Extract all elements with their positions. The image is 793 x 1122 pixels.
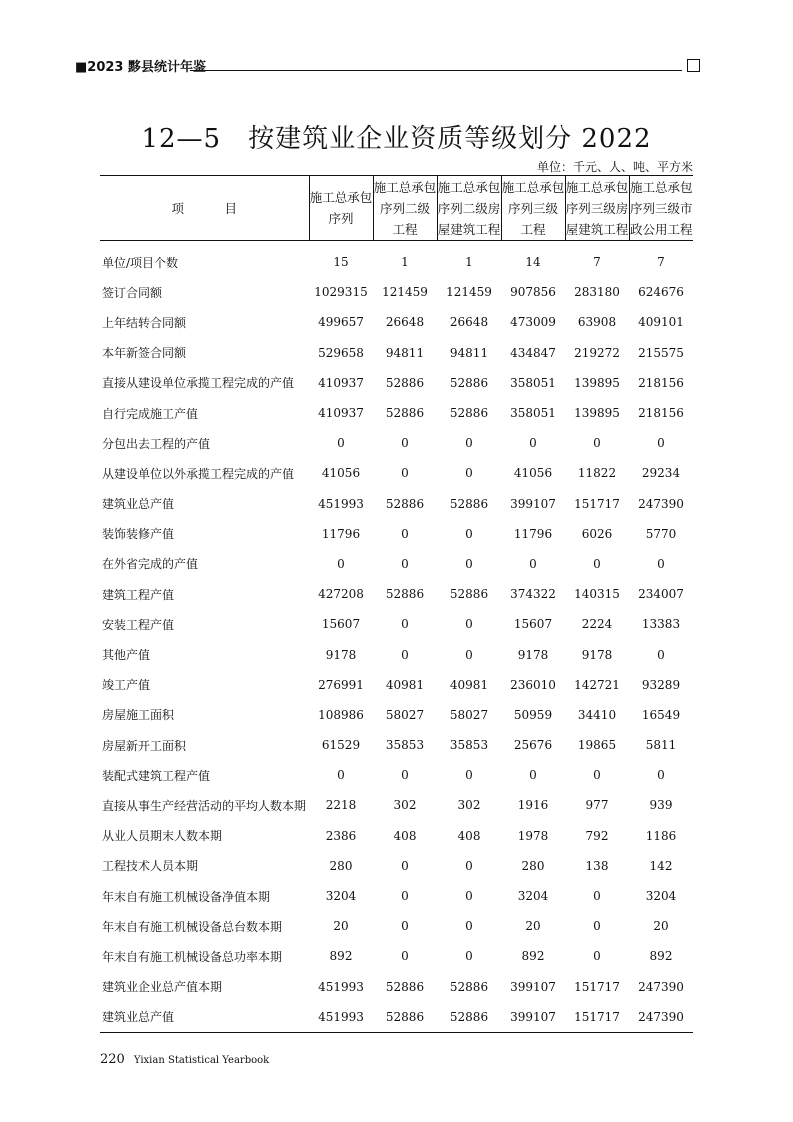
table-cell: 499657 <box>318 315 364 330</box>
row-label: 年末自有施工机械设备总台数本期 <box>102 919 283 934</box>
table-cell: 0 <box>529 768 537 783</box>
table-cell: 218156 <box>638 406 684 421</box>
row-label: 装配式建筑工程产值 <box>102 768 211 783</box>
table-row <box>100 851 693 881</box>
table-cell: 19865 <box>577 738 617 753</box>
table-row <box>100 519 693 549</box>
table-cell: 0 <box>337 556 345 571</box>
table-cell: 529658 <box>318 345 364 360</box>
row-label: 本年新签合同额 <box>102 346 187 361</box>
table-row <box>100 368 693 398</box>
row-label: 从业人员期末人数本期 <box>102 829 223 844</box>
row-label: 年末自有施工机械设备净值本期 <box>102 889 271 904</box>
row-label: 直接从建设单位承揽工程完成的产值 <box>102 376 295 391</box>
table-cell: 408 <box>393 828 417 843</box>
table-cell: 399107 <box>510 496 556 511</box>
table-cell: 139895 <box>574 406 620 421</box>
column-header <box>437 176 501 241</box>
table-cell: 0 <box>593 889 601 904</box>
column-header <box>373 176 437 241</box>
column-header-line: 施工总承包 <box>501 179 565 195</box>
table-cell: 0 <box>337 768 345 783</box>
table-cell: 1 <box>465 255 473 270</box>
table-cell: 25676 <box>513 738 553 753</box>
table-cell: 0 <box>529 436 537 451</box>
row-label: 房屋施工面积 <box>102 708 175 723</box>
table-cell: 0 <box>465 556 473 571</box>
table-cell: 108986 <box>318 707 364 722</box>
table-cell: 0 <box>465 617 473 632</box>
column-header-line: 政公用工程 <box>629 221 693 237</box>
table-cell: 892 <box>521 949 545 964</box>
table-cell: 234007 <box>638 587 684 602</box>
table-cell: 13383 <box>641 617 681 632</box>
table-row <box>100 941 693 971</box>
table-cell: 399107 <box>510 979 556 994</box>
row-label: 安装工程产值 <box>102 617 175 632</box>
table-cell: 1029315 <box>314 285 368 300</box>
table-cell: 0 <box>337 436 345 451</box>
column-header-line: 施工总承包 <box>565 179 629 195</box>
table-cell: 247390 <box>638 979 684 994</box>
table-cell: 939 <box>649 798 673 813</box>
table-cell: 247390 <box>638 1009 684 1024</box>
table-cell: 52886 <box>449 1009 489 1024</box>
table-row <box>100 428 693 458</box>
row-label: 竣工产值 <box>102 678 151 693</box>
table-row <box>100 338 693 368</box>
table-cell: 11822 <box>577 466 617 481</box>
table-cell: 9178 <box>325 647 357 662</box>
table-cell: 1186 <box>645 828 677 843</box>
table-cell: 2224 <box>581 617 613 632</box>
table-cell: 94811 <box>385 345 425 360</box>
row-label: 其他产值 <box>102 648 151 663</box>
table-cell: 3204 <box>517 889 549 904</box>
table-cell: 219272 <box>574 345 620 360</box>
table-cell: 52886 <box>449 375 489 390</box>
column-header-line: 施工总承包 <box>629 179 693 195</box>
table-cell: 52886 <box>385 979 425 994</box>
column-header-line: 序列三级 <box>507 200 558 216</box>
table-cell: 9178 <box>517 647 549 662</box>
table-cell: 0 <box>401 466 409 481</box>
page-number: 220 <box>100 1052 125 1067</box>
table-cell: 61529 <box>321 738 361 753</box>
table-cell: 0 <box>465 436 473 451</box>
table-cell: 358051 <box>510 406 556 421</box>
table-cell: 0 <box>465 858 473 873</box>
table-row <box>100 972 693 1002</box>
table-cell: 35853 <box>449 738 489 753</box>
table-cell: 93289 <box>641 677 681 692</box>
table-cell: 0 <box>401 889 409 904</box>
table-cell: 451993 <box>318 979 364 994</box>
table-cell: 218156 <box>638 375 684 390</box>
table-cell: 52886 <box>449 496 489 511</box>
column-header <box>629 176 693 241</box>
table-cell: 1978 <box>517 828 549 843</box>
table-cell: 1916 <box>517 798 549 813</box>
table-cell: 0 <box>401 647 409 662</box>
table-cell: 6026 <box>581 526 613 541</box>
table-cell: 434847 <box>510 345 556 360</box>
column-header-line: 施工总承包 <box>373 179 437 195</box>
table-cell: 0 <box>401 858 409 873</box>
table-cell: 427208 <box>318 587 364 602</box>
table-cell: 276991 <box>318 677 364 692</box>
table-cell: 0 <box>593 919 601 934</box>
data-table <box>100 175 693 1033</box>
header-box-icon <box>687 59 700 72</box>
table-cell: 52886 <box>449 587 489 602</box>
row-label: 工程技术人员本期 <box>102 859 199 874</box>
row-label: 建筑业总产值 <box>102 1010 175 1025</box>
table-cell: 138 <box>585 858 609 873</box>
table-cell: 0 <box>593 768 601 783</box>
table-row <box>100 760 693 790</box>
table-cell: 0 <box>465 919 473 934</box>
table-cell: 892 <box>329 949 353 964</box>
table-cell: 0 <box>401 556 409 571</box>
table-cell: 7 <box>593 255 601 270</box>
table-row <box>100 821 693 851</box>
table-row <box>100 307 693 337</box>
table-cell: 1 <box>401 255 409 270</box>
table-cell: 0 <box>593 556 601 571</box>
table-cell: 58027 <box>385 707 425 722</box>
page-title: 12—5 按建筑业企业资质等级划分 2022 <box>141 124 652 154</box>
table-cell: 0 <box>401 436 409 451</box>
row-label: 建筑业企业总产值本期 <box>102 980 223 995</box>
table-cell: 16549 <box>641 707 681 722</box>
table-cell: 52886 <box>385 587 425 602</box>
table-cell: 792 <box>585 828 609 843</box>
table-row <box>100 790 693 820</box>
table-cell: 410937 <box>318 406 364 421</box>
table-cell: 0 <box>657 556 665 571</box>
table-cell: 15607 <box>513 617 553 632</box>
table-cell: 142 <box>649 858 673 873</box>
column-header <box>501 176 565 241</box>
table-cell: 5770 <box>645 526 677 541</box>
table-cell: 40981 <box>385 677 425 692</box>
table-cell: 302 <box>393 798 417 813</box>
table-cell: 151717 <box>574 496 620 511</box>
table-row <box>100 609 693 639</box>
column-header-line: 施工总承包 <box>309 190 373 205</box>
table-cell: 52886 <box>385 1009 425 1024</box>
table-cell: 907856 <box>510 285 556 300</box>
table-row <box>100 1002 693 1033</box>
column-header-line: 序列三级市 <box>629 200 693 216</box>
table-cell: 52886 <box>449 406 489 421</box>
row-label: 建筑工程产值 <box>102 587 175 602</box>
running-header <box>62 56 700 76</box>
row-label: 房屋新开工面积 <box>102 738 187 753</box>
table-cell: 35853 <box>385 738 425 753</box>
table-cell: 0 <box>465 949 473 964</box>
table-cell: 0 <box>657 436 665 451</box>
table-cell: 0 <box>465 526 473 541</box>
column-header-line: 序列二级房 <box>437 200 501 216</box>
column-header-line: 施工总承包 <box>437 179 501 195</box>
table-cell: 283180 <box>574 285 620 300</box>
row-label: 单位/项目个数 <box>102 255 179 270</box>
table-cell: 52886 <box>385 375 425 390</box>
table-cell: 20 <box>525 919 541 934</box>
table-cell: 52886 <box>385 406 425 421</box>
table-cell: 0 <box>401 949 409 964</box>
table-cell: 0 <box>593 436 601 451</box>
table-cell: 20 <box>333 919 349 934</box>
table-cell: 0 <box>465 466 473 481</box>
table-cell: 14 <box>525 255 541 270</box>
table-cell: 977 <box>585 798 609 813</box>
table-row <box>100 398 693 428</box>
table-cell: 29234 <box>641 466 681 481</box>
footer-text: Yixian Statistical Yearbook <box>133 1055 270 1066</box>
table-cell: 20 <box>653 919 669 934</box>
table-row <box>100 549 693 579</box>
table-cell: 0 <box>465 889 473 904</box>
column-header <box>309 176 373 241</box>
table-cell: 236010 <box>510 677 556 692</box>
row-label: 签订合同额 <box>102 285 163 300</box>
table-cell: 58027 <box>449 707 489 722</box>
table-cell: 280 <box>521 858 545 873</box>
column-header-line: 工程 <box>520 221 546 237</box>
table-cell: 280 <box>329 858 353 873</box>
table-cell: 0 <box>401 617 409 632</box>
row-label: 直接从事生产经营活动的平均人数本期 <box>102 798 307 813</box>
table-cell: 26648 <box>385 315 425 330</box>
table-row <box>100 911 693 941</box>
table-cell: 94811 <box>449 345 489 360</box>
table-cell: 0 <box>401 919 409 934</box>
row-label: 从建设单位以外承揽工程完成的产值 <box>102 466 295 481</box>
column-header-line: 序列 <box>328 211 354 226</box>
item-column-header: 项 目 <box>100 176 309 241</box>
table-cell: 121459 <box>446 285 492 300</box>
table-cell: 0 <box>657 768 665 783</box>
table-cell: 15 <box>333 255 349 270</box>
table-cell: 0 <box>401 526 409 541</box>
table-cell: 40981 <box>449 677 489 692</box>
table-cell: 41056 <box>321 466 361 481</box>
table-cell: 624676 <box>638 285 684 300</box>
table-row <box>100 639 693 669</box>
table-row <box>100 700 693 730</box>
table-cell: 26648 <box>449 315 489 330</box>
table-cell: 140315 <box>574 587 620 602</box>
table-cell: 2218 <box>325 798 357 813</box>
table-cell: 139895 <box>574 375 620 390</box>
unit-note: 单位：千元、人、吨、平方米 <box>536 160 693 174</box>
table-row <box>100 489 693 519</box>
table-cell: 399107 <box>510 1009 556 1024</box>
table-cell: 11796 <box>513 526 553 541</box>
table-cell: 0 <box>465 768 473 783</box>
column-header <box>565 176 629 241</box>
row-label: 自行完成施工产值 <box>102 406 199 421</box>
table-cell: 41056 <box>513 466 553 481</box>
table-cell: 121459 <box>382 285 428 300</box>
header-row <box>100 176 693 241</box>
table-cell: 50959 <box>513 707 553 722</box>
table-cell: 0 <box>593 949 601 964</box>
table-cell: 63908 <box>577 315 617 330</box>
column-header-line: 序列三级房 <box>565 200 629 216</box>
column-header-line: 工程 <box>392 221 418 237</box>
table-cell: 9178 <box>581 647 613 662</box>
table-cell: 52886 <box>449 979 489 994</box>
table-row <box>100 458 693 488</box>
row-label: 分包出去工程的产值 <box>102 436 211 451</box>
table-cell: 215575 <box>638 345 684 360</box>
table-cell: 52886 <box>385 496 425 511</box>
row-label: 年末自有施工机械设备总功率本期 <box>102 949 283 964</box>
table-body <box>100 241 693 1033</box>
table-cell: 7 <box>657 255 665 270</box>
table-cell: 0 <box>401 768 409 783</box>
table-cell: 358051 <box>510 375 556 390</box>
table-cell: 302 <box>457 798 481 813</box>
table-cell: 0 <box>657 647 665 662</box>
table-row <box>100 277 693 307</box>
table-cell: 34410 <box>577 707 617 722</box>
table-row <box>100 670 693 700</box>
table-row <box>100 881 693 911</box>
table-cell: 142721 <box>574 677 620 692</box>
table-cell: 473009 <box>510 315 556 330</box>
table-cell: 408 <box>457 828 481 843</box>
table-row <box>100 730 693 760</box>
table-cell: 410937 <box>318 375 364 390</box>
running-title: ■2023 黟县统计年鉴 <box>75 60 206 75</box>
table-row <box>100 579 693 609</box>
table-cell: 374322 <box>510 587 556 602</box>
table-cell: 15607 <box>321 617 361 632</box>
column-header-line: 屋建筑工程 <box>565 221 629 237</box>
row-label: 建筑业总产值 <box>102 497 175 512</box>
column-header-line: 屋建筑工程 <box>437 221 501 237</box>
table-cell: 5811 <box>645 738 677 753</box>
table-cell: 0 <box>465 647 473 662</box>
row-label: 上年结转合同额 <box>102 315 187 330</box>
header-rule <box>190 70 682 71</box>
table-cell: 0 <box>529 556 537 571</box>
table-row <box>100 241 693 278</box>
row-label: 在外省完成的产值 <box>102 557 199 572</box>
column-header-line: 序列二级 <box>379 200 430 216</box>
table-cell: 2386 <box>325 828 357 843</box>
table-cell: 151717 <box>574 1009 620 1024</box>
table-cell: 247390 <box>638 496 684 511</box>
table-cell: 409101 <box>638 315 684 330</box>
row-label: 装饰装修产值 <box>102 527 175 542</box>
table-cell: 151717 <box>574 979 620 994</box>
table-cell: 892 <box>649 949 673 964</box>
table-cell: 451993 <box>318 1009 364 1024</box>
table-cell: 3204 <box>645 889 677 904</box>
table-cell: 451993 <box>318 496 364 511</box>
table-cell: 11796 <box>321 526 361 541</box>
table-cell: 3204 <box>325 889 357 904</box>
footer <box>100 1048 269 1067</box>
